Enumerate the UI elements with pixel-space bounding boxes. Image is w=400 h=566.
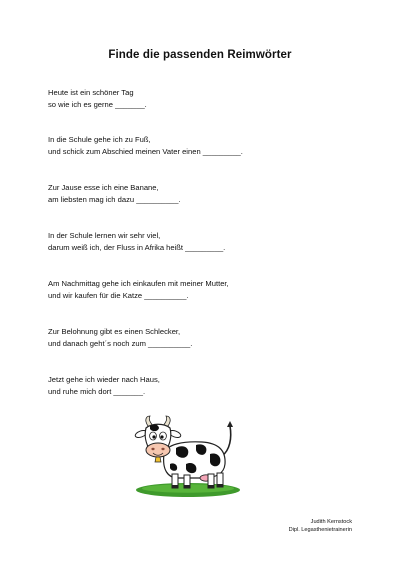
author-role: Dipl. Legasthenietrainerin: [288, 527, 352, 533]
cow-illustration-icon: [126, 414, 242, 498]
stanza-line-with-blank: und wir kaufen für die Katze __________.: [48, 290, 189, 300]
stanza-line: In die Schule gehe ich zu Fuß,: [48, 135, 151, 144]
rhyme-stanza-5: [48, 278, 229, 301]
rhyme-stanza-7: [48, 374, 160, 397]
rhyme-stanza-6: [48, 326, 192, 349]
stanza-line-with-blank: so wie ich es gerne _______.: [48, 99, 147, 109]
author-signature: [289, 518, 352, 534]
rhyme-stanza-1: [48, 87, 147, 110]
stanza-line-with-blank: und schick zum Abschied meinen Vater einen _________.: [48, 146, 243, 156]
stanza-line-with-blank: und danach geht´s noch zum __________.: [48, 338, 193, 348]
stanza-line-with-blank: darum weiß ich, der Fluss in Afrika heißt _________.: [48, 242, 226, 252]
rhyme-stanza-3: [48, 182, 181, 205]
stanza-line: Am Nachmittag gehe ich einkaufen mit meiner Mutter,: [48, 279, 229, 288]
stanza-line: Zur Jause esse ich eine Banane,: [48, 183, 159, 192]
author-name: Judith Kernstock: [310, 519, 352, 525]
stanza-line: Zur Belohnung gibt es einen Schlecker,: [48, 327, 181, 336]
stanza-line-with-blank: am liebsten mag ich dazu __________.: [48, 194, 181, 204]
stanza-line: In der Schule lernen wir sehr viel,: [48, 231, 161, 240]
rhyme-stanza-4: [48, 230, 225, 253]
worksheet-title: Finde die passenden Reimwörter: [108, 49, 292, 61]
rhyme-stanza-2: [48, 134, 243, 157]
stanza-line: Jetzt gehe ich wieder nach Haus,: [48, 375, 160, 384]
stanza-line-with-blank: und ruhe mich dort _______.: [48, 386, 146, 396]
stanza-line: Heute ist ein schöner Tag: [48, 88, 134, 97]
